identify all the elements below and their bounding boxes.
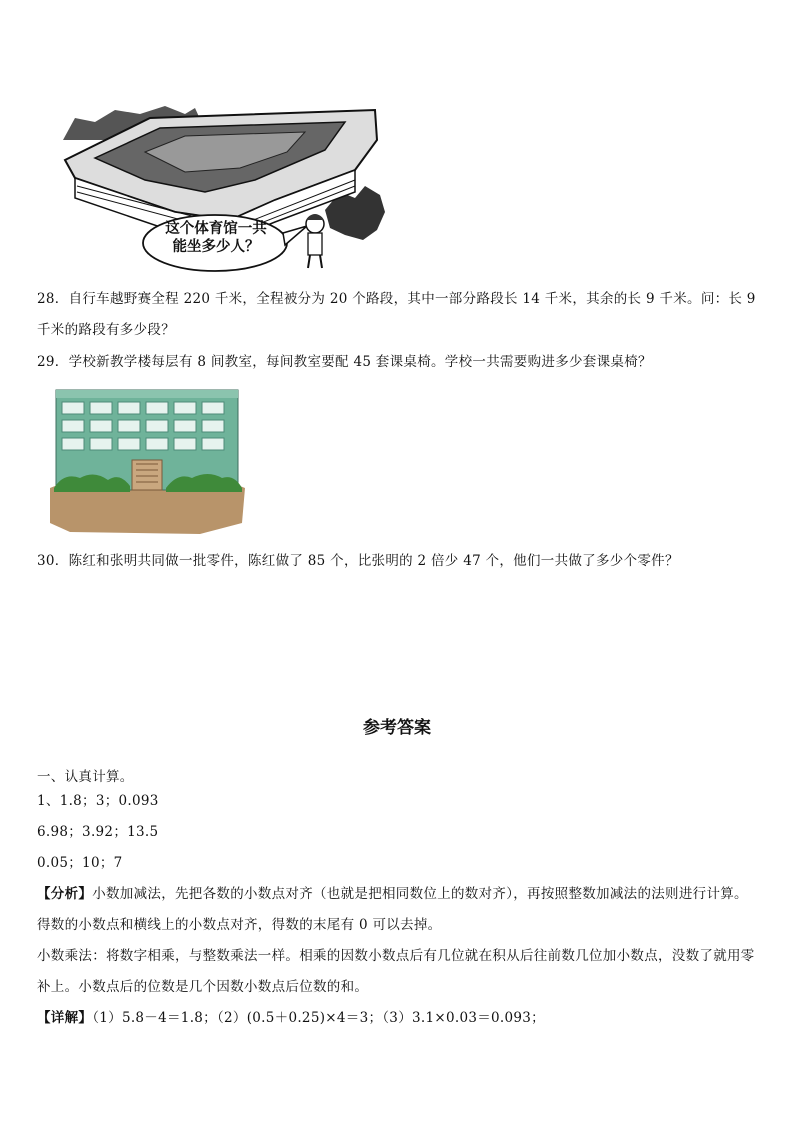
question-30: 30．陈红和张明共同做一批零件，陈红做了 85 个，比张明的 2 倍少 47 个，他们一共做了多少个零件？	[37, 553, 679, 569]
answer-line-3: 0.05；10；7	[37, 855, 123, 871]
multiply-paragraph: 小数乘法：将数字相乘，与整数乘法一样。相乘的因数小数点后有几位就在积从后往前数几位加小数点，没数了就用零补上。小数点后的位数是几个因数小数点后位数的和。	[37, 948, 755, 995]
school-building-illustration	[50, 388, 245, 536]
analysis-paragraph	[37, 879, 757, 941]
stadium-illustration	[55, 100, 390, 275]
question-28: 28．自行车越野赛全程 220 千米，全程被分为 20 个路段，其中一部分路段长 14 千米，其余的长 9 千米。问：长 9 千米的路段有多少段？	[37, 291, 756, 338]
speech-text-line2: 能坐多少人？	[172, 239, 260, 255]
answers-title: 参考答案	[363, 718, 431, 738]
speech-text-line1: 这个体育馆一共	[165, 221, 267, 237]
question-29: 29．学校新教学楼每层有 8 间教室，每间教室要配 45 套课桌椅。学校一共需要购进多少套课桌椅？	[37, 354, 652, 370]
detail-tag: 【详解】	[37, 1010, 93, 1026]
answers-section-heading: 一、认真计算。	[37, 769, 134, 785]
analysis-text: 小数加减法，先把各数的小数点对齐（也就是把相同数位上的数对齐），再按照整数加减法的法则进行计算。得数的小数点和横线上的小数点对齐，得数的末尾有 0 可以去掉。	[37, 886, 748, 933]
answer-line-2: 6.98；3.92；13.5	[37, 824, 159, 840]
detail-text: （1）5.8－4＝1.8；（2）(0.5＋0.25)×4＝3；（3）3.1×0.03＝0.093；	[92, 1010, 545, 1026]
analysis-tag: 【分析】	[37, 886, 93, 902]
answer-line-1: 1、1.8；3；0.093	[37, 793, 159, 809]
detail-paragraph	[37, 1003, 757, 1034]
